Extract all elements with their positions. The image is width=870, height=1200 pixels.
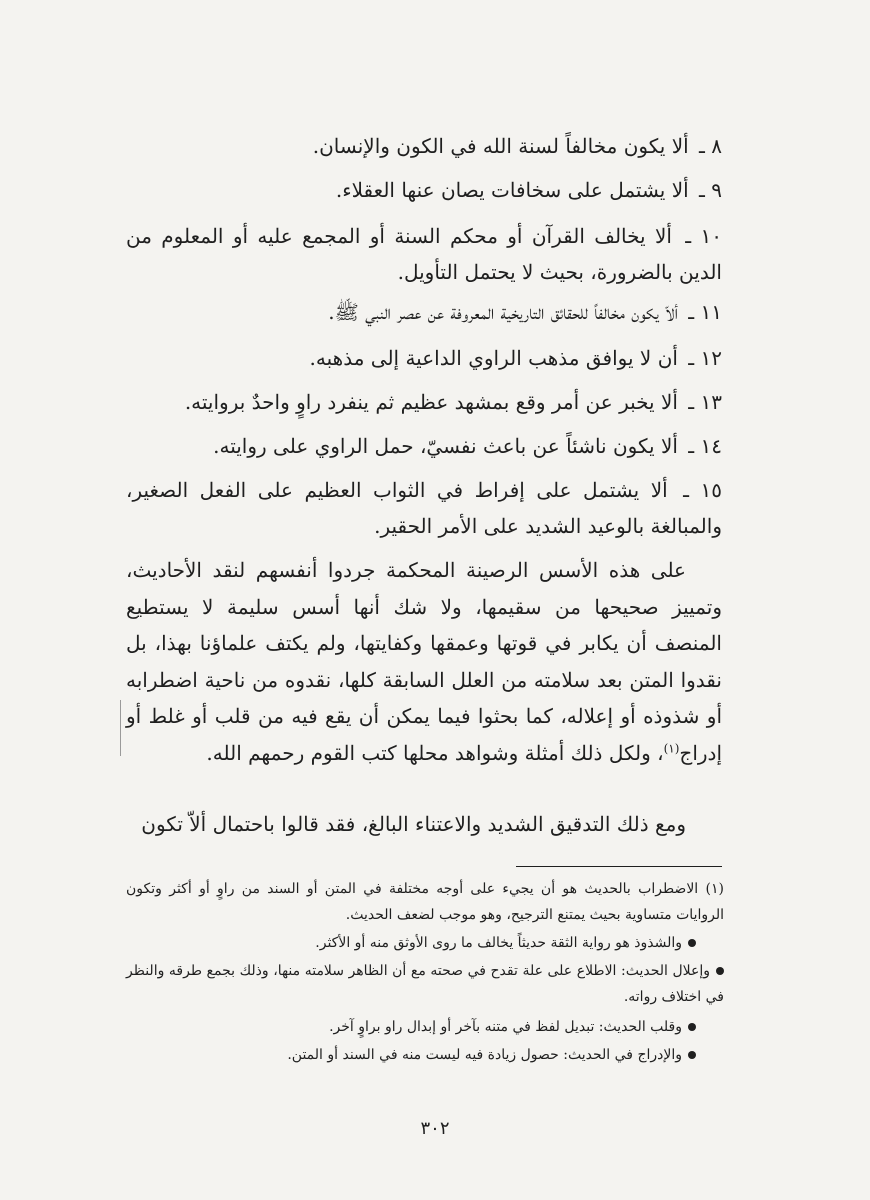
item-number: ١٠ ـ xyxy=(685,224,722,248)
item-number: ٩ ـ xyxy=(699,178,722,202)
item-number: ١٣ ـ xyxy=(688,390,722,414)
footnote-text: الاضطراب بالحديث هو أن يجيء على أوجه مختلفة في المتن أو السند من راوٍ أو أكثر وتكون الروايات متساوية بحيث يمتنع الترجيح، وهو موجب لضعف الحديث. xyxy=(126,881,724,923)
item-text: أن لا يوافق مذهب الراوي الداعية إلى مذهبه. xyxy=(309,346,678,370)
item-number: ١٥ ـ xyxy=(683,478,722,502)
footnote-bullet-text: وقلب الحديث: تبديل لفظ في متنه بآخر أو إبدال راو براوٍ آخر. xyxy=(329,1019,682,1035)
body-paragraph xyxy=(126,806,722,843)
footnote-bullet-text: والإدراج في الحديث: حصول زيادة فيه ليست منه في السند أو المتن. xyxy=(287,1047,682,1063)
list-item xyxy=(126,172,722,208)
footnote-bullet xyxy=(126,1042,696,1068)
footnote-bullet-text: وإعلال الحديث: الاطلاع على علة تقدح في صحته مع أن الظاهر سلامته منها، وذلك بجمع طرقه والنظر في اختلاف رواته. xyxy=(126,963,724,1005)
list-item xyxy=(126,472,722,544)
item-number: ١٢ ـ xyxy=(688,346,722,370)
item-number: ١١ ـ xyxy=(688,300,722,324)
bullet-icon xyxy=(688,1023,696,1031)
footnote-separator xyxy=(516,866,722,867)
item-text: ألا يشتمل على سخافات يصان عنها العقلاء. xyxy=(335,178,689,202)
footnote-bullet-text: والشذوذ هو رواية الثقة حديثاً يخالف ما روى الأوثق منه أو الأكثر. xyxy=(315,935,682,951)
paragraph-text-continued: ، ولكل ذلك أمثلة وشواهد محلها كتب القوم رحمهم الله. xyxy=(206,740,664,765)
list-item xyxy=(126,384,722,420)
list-item xyxy=(126,294,722,330)
item-text: ألا يكون ناشئاً عن باعث نفسيّ، حمل الراوي على روايته. xyxy=(213,434,678,458)
page-number: ٣٠٢ xyxy=(420,1118,450,1139)
bullet-icon xyxy=(716,967,724,975)
item-text: ألا يكون مخالفاً لسنة الله في الكون والإنسان. xyxy=(312,134,689,158)
body-paragraph xyxy=(126,552,722,771)
item-text: ألا يخبر عن أمر وقع بمشهد عظيم ثم ينفرد راوٍ واحدٌ بروايته. xyxy=(184,390,678,414)
footnote-marker: (١) xyxy=(705,881,725,897)
footnote-reference[interactable]: (١) xyxy=(663,740,680,755)
item-text: ألاّ يكون مخالفاً للحقائق التاريخية المعروفة عن عصر النبي ﷺ. xyxy=(328,300,678,324)
footnote-bullet xyxy=(126,930,696,956)
bullet-icon xyxy=(688,1051,696,1059)
footnote xyxy=(126,876,724,928)
paragraph-text: ومع ذلك التدقيق الشديد والاعتناء البالغ، فقد قالوا باحتمال ألاّ تكون xyxy=(141,812,686,836)
item-number: ٨ ـ xyxy=(699,134,722,158)
list-item xyxy=(126,128,722,164)
list-item xyxy=(126,340,722,376)
item-number: ١٤ ـ xyxy=(688,434,722,458)
list-item xyxy=(126,428,722,464)
list-item xyxy=(126,218,722,290)
paragraph-text: على هذه الأسس الرصينة المحكمة جردوا أنفسهم لنقد الأحاديث، وتمييز صحيحها من سقيمها، ولا شك أنها أسس سليمة لا يستطيع المنصف أن يكابر في قوتها وعمقها وكفايتها، ولم يكتف علماؤنا بهذا، بل نقدوا المتن بعد سلامته من العلل السابقة كلها، نقدوه من ناحية اضطرابه أو شذوذه أو إعلاله، كما بحثوا فيما يمكن أن يقع فيه من قلب أو غلط أو إدراج xyxy=(126,558,722,765)
item-text: ألا يشتمل على إفراط في الثواب العظيم على الفعل الصغير، والمبالغة بالوعيد الشديد على الأمر الحقير. xyxy=(126,478,722,538)
footnote-bullet xyxy=(126,1014,696,1040)
margin-mark xyxy=(120,700,121,756)
footnote-bullet xyxy=(126,958,724,1010)
item-text: ألا يخالف القرآن أو محكم السنة أو المجمع عليه أو المعلوم من الدين بالضرورة، بحيث لا يحتمل التأويل. xyxy=(126,224,722,284)
bullet-icon xyxy=(688,939,696,947)
